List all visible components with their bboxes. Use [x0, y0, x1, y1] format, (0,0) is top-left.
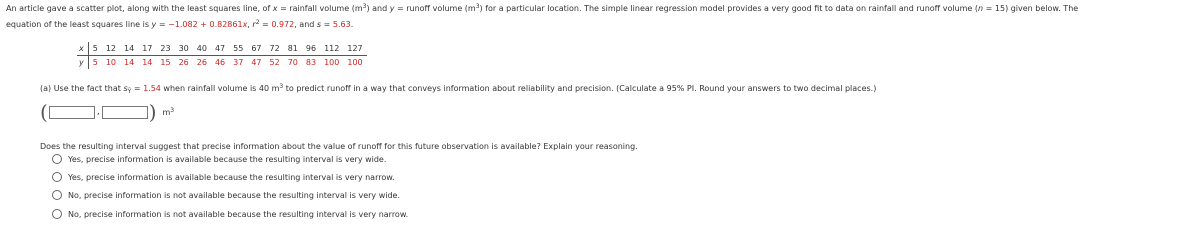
option-label: No, precise information is not available because the resulting interval is very wide. — [68, 190, 401, 200]
table-cell-x: 17 — [138, 42, 156, 56]
table-cell-x: 23 — [156, 42, 174, 56]
table-cell-x: 127 — [343, 42, 366, 56]
intro-line-1 — [6, 4, 1078, 13]
intro-text: ) for a particular location. The simple linear regression model provides a very good fit to data on rainfall and runoff volume ( — [479, 4, 979, 13]
intro-text: , and — [294, 20, 317, 29]
question-text: = — [131, 84, 144, 93]
table-cell-x: 67 — [247, 42, 265, 56]
question-text: to predict runoff in a way that conveys information about reliability and precision. (Calculate a 95% PI. Round your answers to two decimal places.) — [283, 84, 877, 93]
exponent: 3 — [362, 3, 367, 10]
option-label: No, precise information is not available because the resulting interval is very narrow. — [68, 209, 409, 219]
var-x: x — [272, 4, 278, 13]
table-cell-x: 30 — [175, 42, 193, 56]
data-table — [77, 42, 367, 69]
intro-text: = — [156, 20, 169, 29]
table-cell-y: 10 — [105, 58, 117, 67]
option-no-narrow[interactable] — [52, 209, 408, 219]
table-cell-y: 37 — [233, 58, 244, 67]
radio-icon[interactable] — [52, 172, 62, 182]
radio-icon[interactable] — [52, 154, 62, 164]
s-y-hat-value: 1.54 — [143, 84, 161, 93]
radio-icon[interactable] — [52, 190, 62, 200]
row-header-x: x — [77, 42, 88, 56]
question-text: when rainfall volume is 40 m — [160, 84, 280, 93]
option-no-wide[interactable] — [52, 190, 400, 200]
intro-text: An article gave a scatter plot, along with the least squares line, of — [6, 4, 273, 13]
table-cell-x: 96 — [302, 42, 320, 56]
prediction-interval-answer — [40, 102, 174, 122]
intro-text: = rainfall volume (m — [277, 4, 363, 13]
table-cell-x: 14 — [120, 42, 138, 56]
option-label: Yes, precise information is available because the resulting interval is very narrow. — [68, 172, 395, 182]
intro-text: equation of the least squares line is — [6, 20, 152, 29]
subscript-y-hat: Ŷ — [127, 88, 132, 95]
intro-line-2 — [6, 20, 353, 29]
intro-text: = — [321, 20, 333, 29]
table-cell-y: 14 — [124, 58, 135, 67]
intro-text: = runoff volume (m — [394, 4, 476, 13]
table-cell-x: 72 — [266, 42, 284, 56]
table-cell-y: 15 — [160, 58, 171, 67]
table-cell-y: 46 — [214, 58, 226, 67]
table-cell-x: 40 — [193, 42, 211, 56]
comma: , — [96, 107, 100, 117]
open-paren: ( — [40, 100, 48, 124]
table-cell-x: 112 — [320, 42, 343, 56]
table-cell-y: 14 — [142, 58, 153, 67]
unit-text: m — [162, 107, 171, 117]
var-s: s — [316, 20, 322, 29]
table-cell-y: 100 — [347, 58, 363, 67]
table-cell-x: 5 — [88, 42, 102, 56]
radio-icon[interactable] — [52, 209, 62, 219]
var-x: x — [242, 20, 248, 29]
question-text: (a) Use the fact that — [40, 84, 124, 93]
close-paren: ) — [148, 100, 157, 124]
table-row-y — [77, 56, 367, 70]
table-cell-y: 52 — [269, 58, 280, 67]
exponent: 2 — [255, 19, 260, 26]
table-cell-y: 26 — [178, 58, 189, 67]
table-cell-y: 26 — [196, 58, 207, 67]
lower-bound-input[interactable] — [49, 106, 95, 119]
r-squared-value: 0.972 — [271, 20, 295, 29]
intro-text: , — [247, 20, 253, 29]
s-value: 5.63 — [332, 20, 351, 29]
table-cell-y: 47 — [251, 58, 262, 67]
reasoning-question: Does the resulting interval suggest that precise information about the value of runoff for this future observation is available? Explain your reasoning. — [40, 142, 638, 151]
table-cell-x: 81 — [284, 42, 302, 56]
var-r: r — [252, 20, 256, 29]
intro-text: ) and — [366, 4, 390, 13]
table-row-x — [77, 42, 367, 56]
option-label: Yes, precise information is available because the resulting interval is very wide. — [68, 154, 387, 164]
table-cell-y: 70 — [287, 58, 298, 67]
var-s: s — [123, 84, 128, 93]
regression-equation: −1.082 + 0.82861 — [168, 20, 243, 29]
table-cell-x: 47 — [211, 42, 229, 56]
intro-text: = — [259, 20, 272, 29]
table-cell-y: 83 — [305, 58, 317, 67]
intro-text: = 15) given below. The — [983, 4, 1079, 13]
var-y: y — [151, 20, 157, 29]
var-n: n — [978, 4, 984, 13]
table-cell-y: 100 — [324, 58, 340, 67]
option-yes-wide[interactable] — [52, 154, 386, 164]
exponent: 3 — [475, 3, 480, 10]
unit-label — [163, 108, 175, 117]
upper-bound-input[interactable] — [102, 106, 148, 119]
table-cell-y: 5 — [92, 58, 98, 67]
table-cell-x: 12 — [102, 42, 120, 56]
row-header-y: y — [77, 56, 88, 70]
option-yes-narrow[interactable] — [52, 172, 395, 182]
part-a-question — [40, 84, 876, 93]
table-cell-x: 55 — [229, 42, 247, 56]
var-y: y — [389, 4, 395, 13]
exponent: 3 — [170, 106, 175, 114]
intro-text: . — [350, 20, 354, 29]
exponent: 3 — [279, 83, 284, 90]
